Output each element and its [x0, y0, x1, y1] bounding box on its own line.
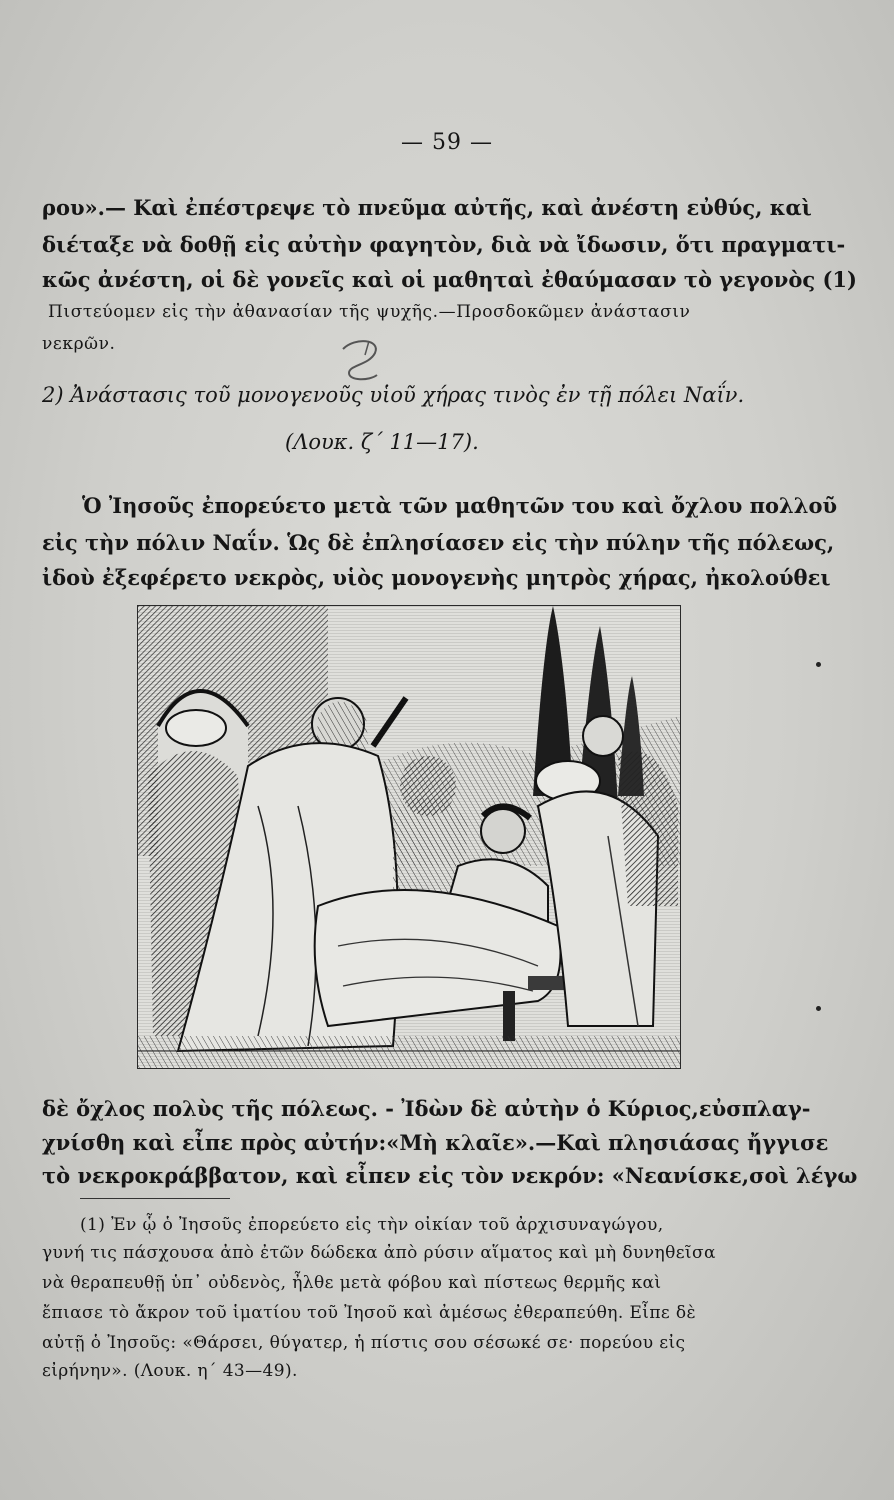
moral-line: Πιστεύομεν εἰς τὴν ἀθανασίαν τῆς ψυχῆς.—Προσδοκῶμεν ἀνάστασιν: [48, 302, 691, 322]
footnote-line: ἔπιασε τὸ ἄκρον τοῦ ἱματίου τοῦ Ἰησοῦ καὶ ἀμέσως ἐθεραπεύθη. Εἶπε δὲ: [42, 1303, 697, 1323]
text-line: εἰς τὴν πόλιν Ναΐν. Ὡς δὲ ἐπλησίασεν εἰς τὴν πύλην τῆς πόλεως,: [42, 530, 835, 555]
print-speck: [816, 1006, 821, 1011]
print-speck: [816, 662, 821, 667]
footnote-line: εἰρήνην». (Λουκ. η΄ 43—49).: [42, 1361, 298, 1381]
text-line: διέταξε νὰ δοθῇ εἰς αὐτὴν φαγητὸν, διὰ νὰ ἴδωσιν, ὅτι πραγματι-: [42, 232, 846, 257]
footnote-line: γυνή τις πάσχουσα ἀπὸ ἐτῶν δώδεκα ἀπὸ ρύσιν αἵματος καὶ μὴ δυνηθεῖσα: [42, 1243, 716, 1263]
text-line: ἰδοὺ ἐξεφέρετο νεκρὸς, υἱὸς μονογενὴς μητρὸς χήρας, ἠκολούθει: [42, 565, 831, 590]
footnote-line: νὰ θεραπευθῇ ὑπ᾽ οὐδενὸς, ἦλθε μετὰ φόβου καὶ πίστεως θερμῆς καὶ: [42, 1273, 662, 1293]
section-title: 2) Ἀνάστασις τοῦ μονογενοῦς υἱοῦ χήρας τινὸς ἐν τῇ πόλει Ναΐν.: [42, 383, 745, 407]
section-reference: (Λουκ. ζ΄ 11—17).: [285, 430, 479, 454]
page-number: — 59 —: [401, 130, 493, 155]
engraving-raising-of-widows-son-icon: [138, 606, 680, 1068]
text-line: Ὁ Ἰησοῦς ἐπορεύετο μετὰ τῶν μαθητῶν του καὶ ὄχλου πολλοῦ: [82, 493, 838, 518]
text-line: ρου».— Καὶ ἐπέστρεψε τὸ πνεῦμα αὐτῆς, καὶ ἀνέστη εὐθύς, καὶ: [42, 195, 812, 220]
text-line: χνίσθη καὶ εἶπε πρὸς αὐτήν:«Μὴ κλαῖε».—Καὶ πλησιάσας ἤγγισε: [42, 1130, 829, 1155]
footnote-divider: [80, 1198, 230, 1199]
handwritten-mark-icon: [335, 335, 395, 385]
text-line: δὲ ὄχλος πολὺς τῆς πόλεως. - Ἰδὼν δὲ αὐτὴν ὁ Κύριος,εὐσπλαγ-: [42, 1096, 811, 1121]
text-line: τὸ νεκροκράββατον, καὶ εἶπεν εἰς τὸν νεκρόν: «Νεανίσκε,σοὶ λέγω: [42, 1163, 858, 1188]
footnote-line: (1) Ἐν ᾧ ὁ Ἰησοῦς ἐπορεύετο εἰς τὴν οἰκίαν τοῦ ἀρχισυναγώγου,: [80, 1215, 664, 1235]
engraving-illustration: [138, 606, 680, 1068]
footnote-line: αὐτῇ ὁ Ἰησοῦς: «Θάρσει, θύγατερ, ἡ πίστις σου σέσωκέ σε· πορεύου εἰς: [42, 1333, 686, 1353]
text-line: κῶς ἀνέστη, οἱ δὲ γονεῖς καὶ οἱ μαθηταὶ ἐθαύμασαν τὸ γεγονὸς (1): [42, 267, 857, 292]
moral-line: νεκρῶν.: [42, 334, 116, 354]
